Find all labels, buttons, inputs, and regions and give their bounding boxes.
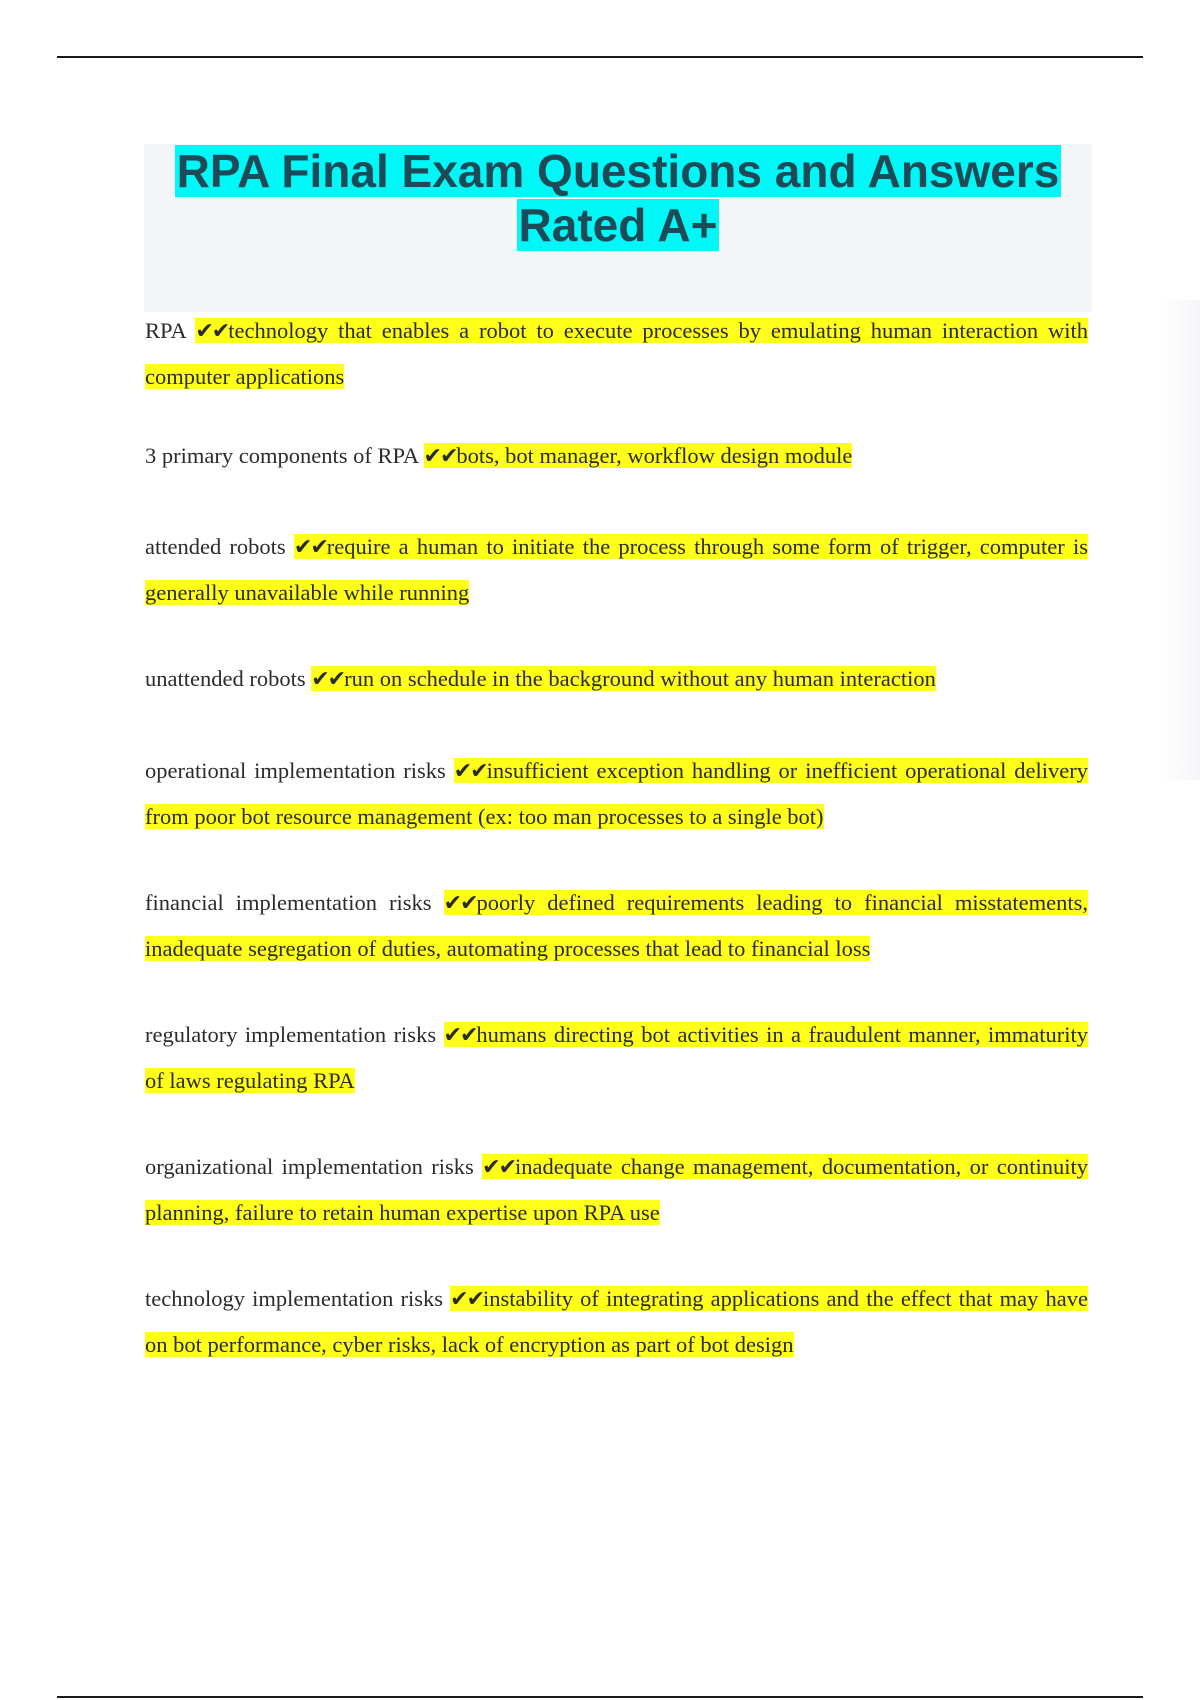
- bottom-rule: [57, 1696, 1143, 1698]
- qa-term: RPA: [145, 318, 186, 343]
- qa-answer: ✔✔run on schedule in the background without any human interaction: [311, 666, 936, 692]
- check-icon: ✔✔: [293, 535, 327, 560]
- qa-answer: ✔✔technology that enables a robot to execute processes by emulating human interaction with computer applications: [145, 318, 1089, 389]
- qa-item: [145, 1144, 1088, 1235]
- check-icon: ✔✔: [453, 759, 487, 784]
- qa-term: unattended robots: [145, 666, 306, 691]
- qa-term: 3 primary components of RPA: [145, 443, 418, 468]
- page-title-line-2: [144, 198, 1092, 252]
- qa-item: [145, 433, 1088, 479]
- check-icon: ✔✔: [423, 444, 457, 469]
- qa-answer: ✔✔instability of integrating applications and the effect that may have on bot performance, cyber risks, lack of encryption as part of bot design: [145, 1286, 1089, 1357]
- title-block: [144, 144, 1092, 312]
- qa-term: organizational implementation risks: [145, 1154, 474, 1179]
- check-icon: ✔✔: [482, 1155, 516, 1180]
- qa-answer: ✔✔require a human to initiate the process through some form of trigger, computer is generally unavailable while running: [145, 534, 1088, 605]
- qa-term: technology implementation risks: [145, 1286, 443, 1311]
- qa-item: [145, 308, 1088, 399]
- qa-item: [145, 748, 1088, 839]
- check-icon: ✔✔: [195, 319, 229, 344]
- qa-answer: ✔✔poorly defined requirements leading to financial misstatements, inadequate segregation of duties, automating processes that lead to financial loss: [145, 890, 1089, 961]
- qa-item: [145, 524, 1088, 615]
- qa-answer: ✔✔bots, bot manager, workflow design module: [423, 443, 853, 469]
- qa-term: regulatory implementation risks: [145, 1022, 437, 1047]
- check-icon: ✔✔: [443, 1023, 477, 1048]
- qa-answer: ✔✔humans directing bot activities in a fraudulent manner, immaturity of laws regulating RPA: [145, 1022, 1089, 1093]
- qa-term: operational implementation risks: [145, 758, 446, 783]
- qa-list: [145, 308, 1088, 1367]
- qa-answer: ✔✔insufficient exception handling or inefficient operational delivery from poor bot resource management (ex: too man processes to a single bot): [145, 758, 1089, 829]
- qa-item: [145, 656, 1088, 702]
- title-text-2: Rated A+: [518, 199, 718, 251]
- page-title-line-1: [144, 144, 1092, 198]
- top-rule: [57, 56, 1143, 58]
- qa-item: [145, 1012, 1088, 1103]
- qa-term: financial implementation risks: [145, 890, 432, 915]
- check-icon: ✔✔: [311, 667, 345, 692]
- qa-term: attended robots: [145, 534, 286, 559]
- qa-answer: ✔✔inadequate change management, documentation, or continuity planning, failure to retain human expertise upon RPA use: [145, 1154, 1089, 1225]
- qa-item: [145, 880, 1088, 971]
- check-icon: ✔✔: [443, 891, 477, 916]
- title-text-1: RPA Final Exam Questions and Answers: [176, 145, 1060, 197]
- qa-item: [145, 1276, 1088, 1367]
- check-icon: ✔✔: [450, 1287, 484, 1312]
- page-edge-shade: [1160, 300, 1200, 780]
